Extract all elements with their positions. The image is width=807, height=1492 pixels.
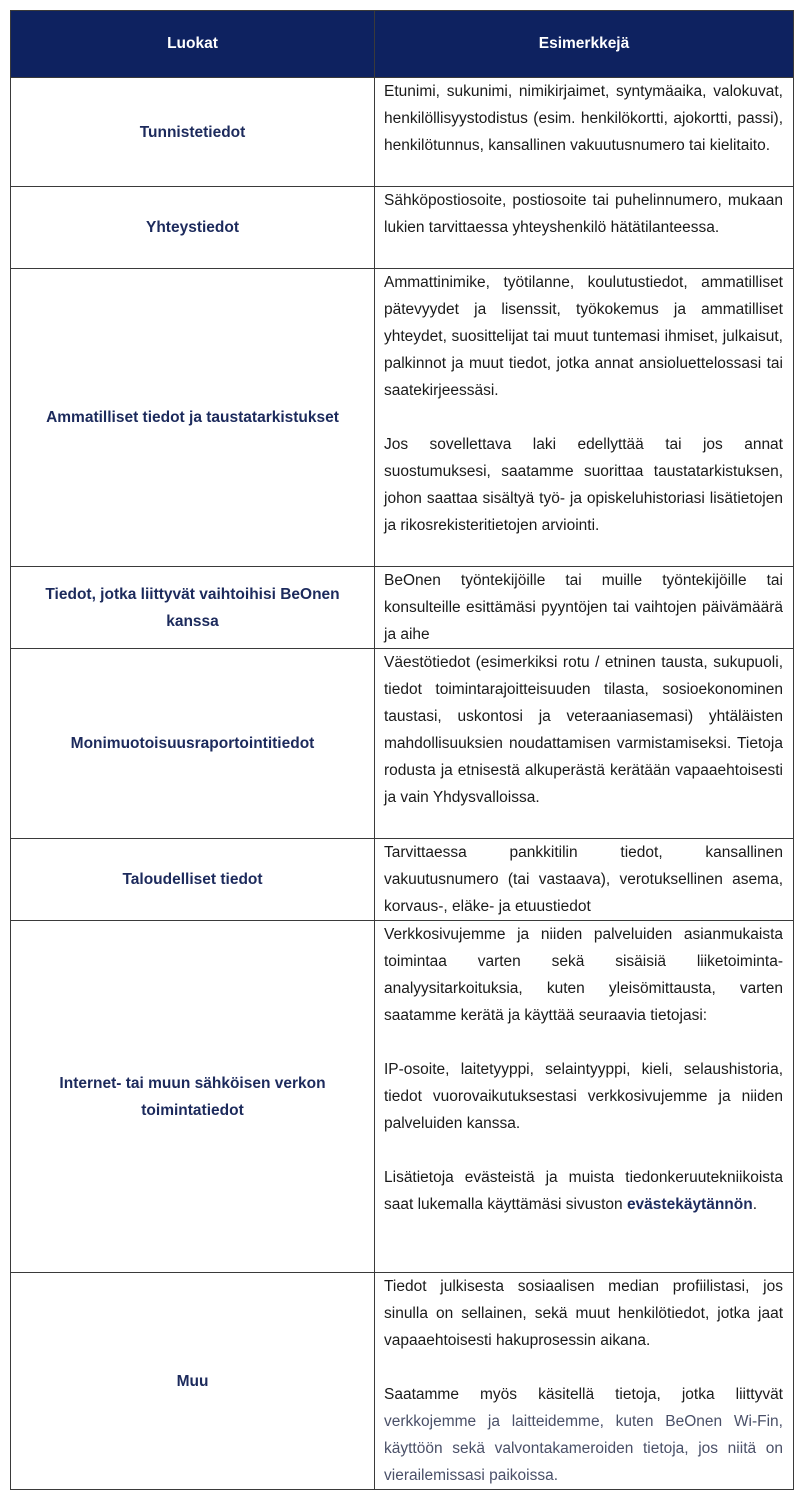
example-text: Jos sovellettava laki edellyttää tai jos annat suostumuksesi, saatamme suorittaa taustatarkistuksen, johon saattaa sisältyä työ- ja opiskeluhistoriasi lisätietojen ja rikosrekisteritietojen arviointi. — [384, 436, 783, 534]
table-row — [11, 78, 794, 187]
table-header-row — [11, 11, 794, 78]
category-cell: Internet- tai muun sähköisen verkon toimintatiedot — [11, 921, 375, 1273]
examples-cell — [375, 839, 794, 921]
table-row — [11, 187, 794, 269]
example-text: Ammattinimike, työtilanne, koulutustiedot, ammatilliset pätevyydet ja lisenssit, työkokemus ja ammatilliset yhteydet, suosittelijat tai muut tuntemasi ihmiset, julkaisut, palkinnot ja muut tiedot, jotka annat ansioluettelossasi tai saatekirjeessäsi. — [384, 274, 783, 399]
example-text: IP-osoite, laitetyyppi, selaintyyppi, kieli, selaushistoria, tiedot vuorovaikutuksestasi verkkosivujemme ja niiden palveluiden kanssa. — [384, 1061, 783, 1132]
extra-muted-text: verkkojemme ja laitteidemme, kuten BeOnen Wi-Fin, käyttöön sekä valvontakameroiden tietoja, jos niitä on vierailemissasi paikoissa. — [384, 1413, 783, 1484]
category-cell: Monimuotoisuusraportointitiedot — [11, 649, 375, 839]
category-cell: Yhteystiedot — [11, 187, 375, 269]
cookie-policy-link[interactable]: evästekäytännön — [626, 1196, 753, 1213]
table-row — [11, 649, 794, 839]
examples-cell — [375, 187, 794, 269]
table-row — [11, 269, 794, 567]
example-text — [384, 1164, 783, 1218]
examples-cell — [375, 1273, 794, 1490]
table-row — [11, 839, 794, 921]
example-text: Sähköpostiosoite, postiosoite tai puhelinnumero, mukaan lukien tarvittaessa yhteyshenkilö hätätilanteessa. — [384, 192, 783, 236]
header-examples: Esimerkkejä — [375, 11, 794, 78]
examples-cell — [375, 78, 794, 187]
category-cell: Muu — [11, 1273, 375, 1490]
table-row — [11, 921, 794, 1273]
link-lead-text: Lisätietoja evästeistä ja muista tiedonkeruutekniikoista saat lukemalla käyttämäsi sivuston — [384, 1169, 783, 1213]
table-row — [11, 1273, 794, 1490]
examples-cell — [375, 269, 794, 567]
examples-cell — [375, 567, 794, 649]
data-categories-table — [10, 10, 794, 1490]
example-text: Verkkosivujemme ja niiden palveluiden asianmukaista toimintaa varten sekä sisäisiä liiketoiminta-analyysitarkoituksia, kuten yleisömittausta, varten saatamme kerätä ja käyttää seuraavia tietojasi: — [384, 926, 783, 1024]
example-text — [384, 1381, 783, 1489]
example-text: Tiedot julkisesta sosiaalisen median profiilistasi, jos sinulla on sellainen, sekä muut henkilötiedot, jotka jaat vapaaehtoisesti hakuprosessin aikana. — [384, 1278, 783, 1349]
example-text: BeOnen työntekijöille tai muille työntekijöille tai konsulteille esittämäsi pyyntöjen tai vaihtojen päivämäärä ja aihe — [384, 572, 783, 643]
category-cell: Taloudelliset tiedot — [11, 839, 375, 921]
category-cell: Tiedot, jotka liittyvät vaihtoihisi BeOnen kanssa — [11, 567, 375, 649]
extra-text: Saatamme myös käsitellä tietoja, jotka liittyvät — [384, 1386, 783, 1403]
example-text: Etunimi, sukunimi, nimikirjaimet, syntymäaika, valokuvat, henkilöllisyystodistus (esim. henkilökortti, ajokortti, passi), henkilötunnus, kansallinen vakuutusnumero tai kielitaito. — [384, 83, 783, 154]
category-cell: Ammatilliset tiedot ja taustatarkistukset — [11, 269, 375, 567]
category-cell: Tunnistetiedot — [11, 78, 375, 187]
examples-cell — [375, 649, 794, 839]
header-categories: Luokat — [11, 11, 375, 78]
table-row — [11, 567, 794, 649]
examples-cell — [375, 921, 794, 1273]
example-text: Väestötiedot (esimerkiksi rotu / etninen tausta, sukupuoli, tiedot toimintarajoitteisuuden tilasta, sosioekonominen taustasi, uskontosi ja veteraaniasemasi) yhtäläisten mahdollisuuksien noudattamisen varmistamiseksi. Tietoja rodusta ja etnisestä alkuperästä kerätään vapaaehtoisesti ja vain Yhdysvalloissa. — [384, 654, 783, 806]
example-text: Tarvittaessa pankkitilin tiedot, kansallinen vakuutusnumero (tai vastaava), verotuksellinen asema, korvaus-, eläke- ja etuustiedot — [384, 844, 783, 915]
link-trail-text: . — [752, 1196, 758, 1213]
